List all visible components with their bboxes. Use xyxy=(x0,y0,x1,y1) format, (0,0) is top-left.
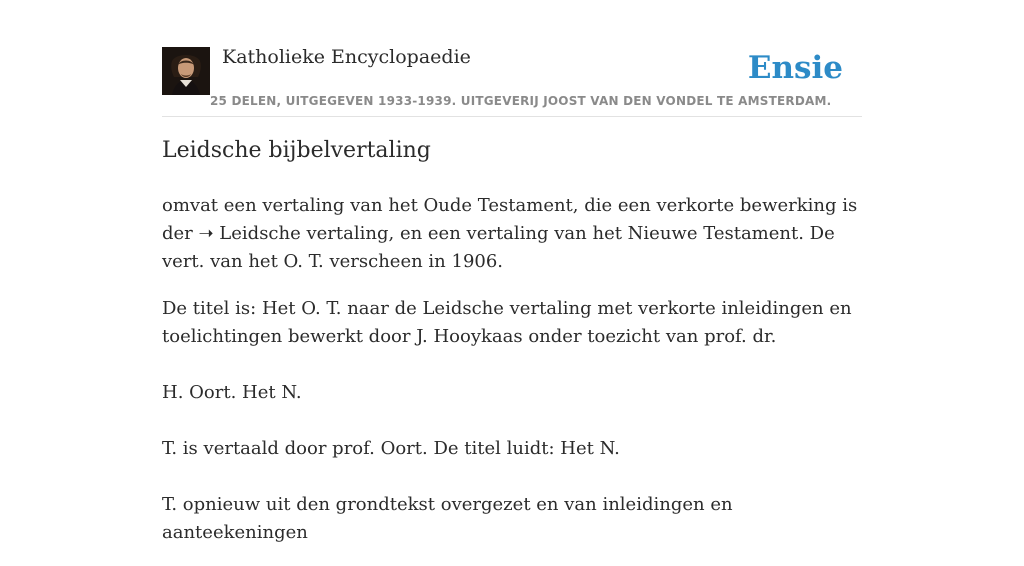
portrait-icon xyxy=(162,47,210,95)
article-paragraph: T. opnieuw uit den grondtekst overgezet en van inleidingen en aanteekeningen xyxy=(162,494,733,543)
article-title: Leidsche bijbelvertaling xyxy=(162,138,431,163)
brand-logo-link[interactable]: Ensie xyxy=(747,50,843,86)
source-header xyxy=(162,40,862,117)
article-paragraph: De titel is: Het O. T. naar de Leidsche vertaling met verkorte inleidingen en toelichtingen bewerkt door J. Hooykaas onder toezicht van prof. dr. xyxy=(162,298,852,347)
article-paragraph: omvat een vertaling van het Oude Testament, die een verkorte bewerking is der ➝ Leidsche vertaling, en een vertaling van het Nieuwe Testament. De vert. van het O. T. verscheen in 1906. xyxy=(162,195,858,272)
source-title[interactable]: Katholieke Encyclopaedie xyxy=(222,46,471,68)
article-paragraph: T. is vertaald door prof. Oort. De titel luidt: Het N. xyxy=(162,438,620,459)
source-subtitle: 25 DELEN, UITGEGEVEN 1933-1939. UITGEVERIJ JOOST VAN DEN VONDEL TE AMSTERDAM. xyxy=(210,94,832,108)
article-paragraph: H. Oort. Het N. xyxy=(162,382,302,403)
article-body xyxy=(162,192,862,566)
avatar[interactable] xyxy=(162,47,210,95)
